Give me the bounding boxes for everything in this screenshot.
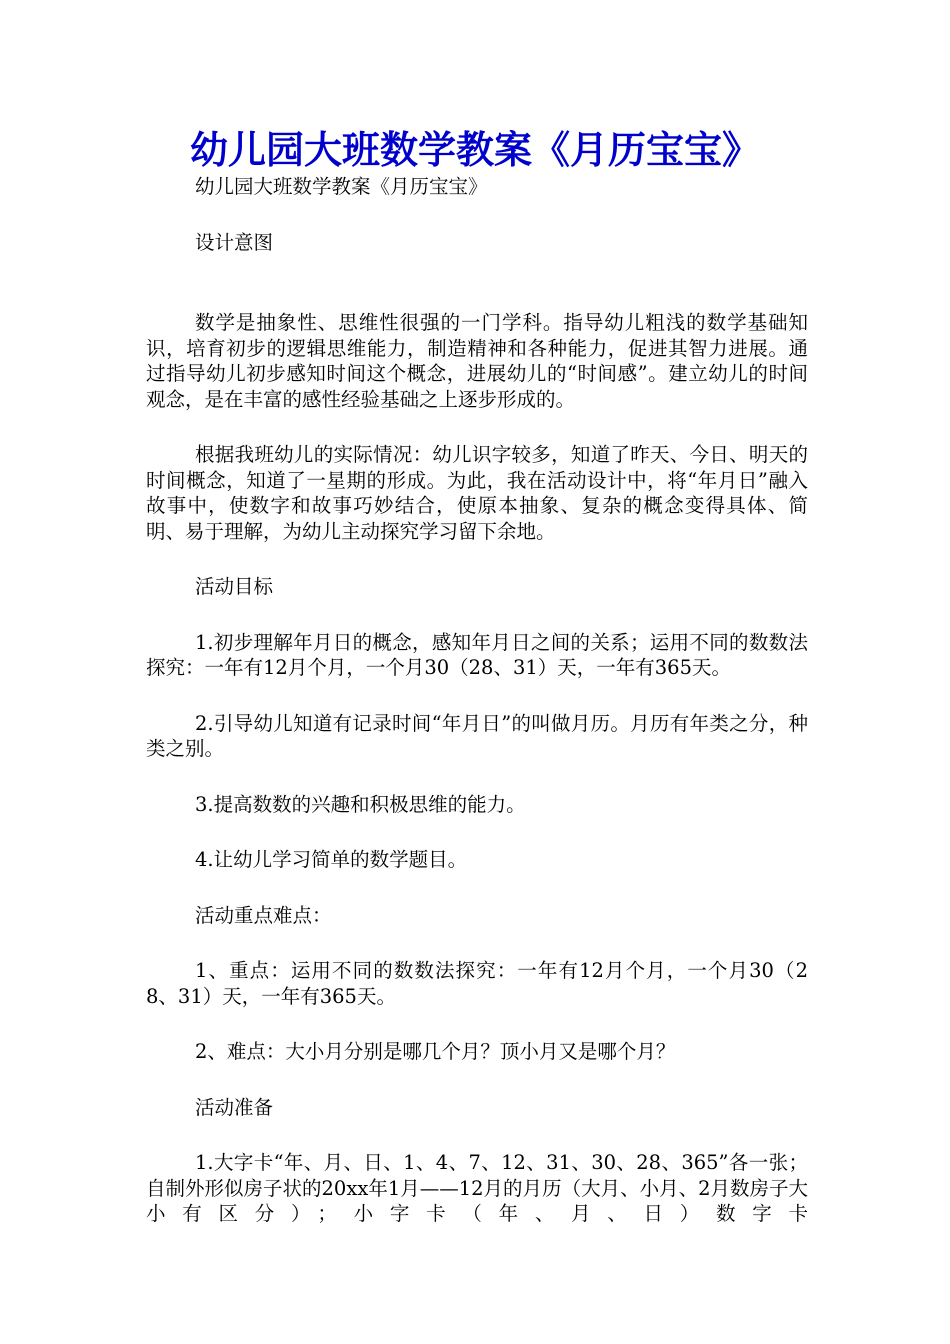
- document-subtitle: 幼儿园大班数学教案《月历宝宝》: [195, 175, 488, 198]
- document-body: [146, 174, 808, 1227]
- paragraph-design-intent-2: 根据我班幼儿的实际情况：幼儿识字较多，知道了昨天、今日、明天的时间概念，知道了一星期的形成。为此，我在活动设计中，将“年月日”融入故事中，使数字和故事巧妙结合，使原本抽象、复杂的概念变得具体、简明、易于理解，为幼儿主动探究学习留下余地。: [146, 443, 808, 543]
- goal-item-3: 3.提高数数的兴趣和积极思维的能力。: [195, 792, 526, 816]
- key-point-item-1: 1、重点：运用不同的数数法探究：一年有12月个月，一个月30（28、31）天，一年有365天。: [146, 959, 808, 1008]
- document-title: 幼儿园大班数学教案《月历宝宝》: [189, 127, 760, 172]
- key-point-item-2: 2、难点：大小月分别是哪几个月？顶小月又是哪个月？: [195, 1040, 676, 1063]
- section-heading-goals: 活动目标: [195, 575, 274, 598]
- goal-item-1: 1.初步理解年月日的概念，感知年月日之间的关系；运用不同的数数法探究：一年有12月个月，一个月30（28、31）天，一年有365天。: [146, 630, 808, 679]
- section-heading-preparation: 活动准备: [195, 1095, 274, 1119]
- paragraph-design-intent-1: 数学是抽象性、思维性很强的一门学科。指导幼儿粗浅的数学基础知识，培育初步的逻辑思维能力，制造精神和各种能力，促进其智力进展。通过指导幼儿初步感知时间这个概念，进展幼儿的“时间感”。建立幼儿的时间观念，是在丰富的感性经验基础之上逐步形成的。: [146, 311, 808, 411]
- preparation-item-1: 1.大字卡“年、月、日、1、4、7、12、31、30、28、365”各一张；自制外形似房子状的20xx年1月——12月的月历（大月、小月、2月数房子大小有区分）；小字卡（年、月、日）数字卡: [146, 1151, 808, 1225]
- section-heading-key-points: 活动重点难点：: [195, 903, 332, 927]
- goal-item-2: 2.引导幼儿知道有记录时间“年月日”的叫做月历。月历有年类之分，种类之别。: [146, 711, 808, 760]
- section-heading-design-intent: 设计意图: [195, 230, 274, 254]
- goal-item-4: 4.让幼儿学习简单的数学题目。: [195, 848, 468, 871]
